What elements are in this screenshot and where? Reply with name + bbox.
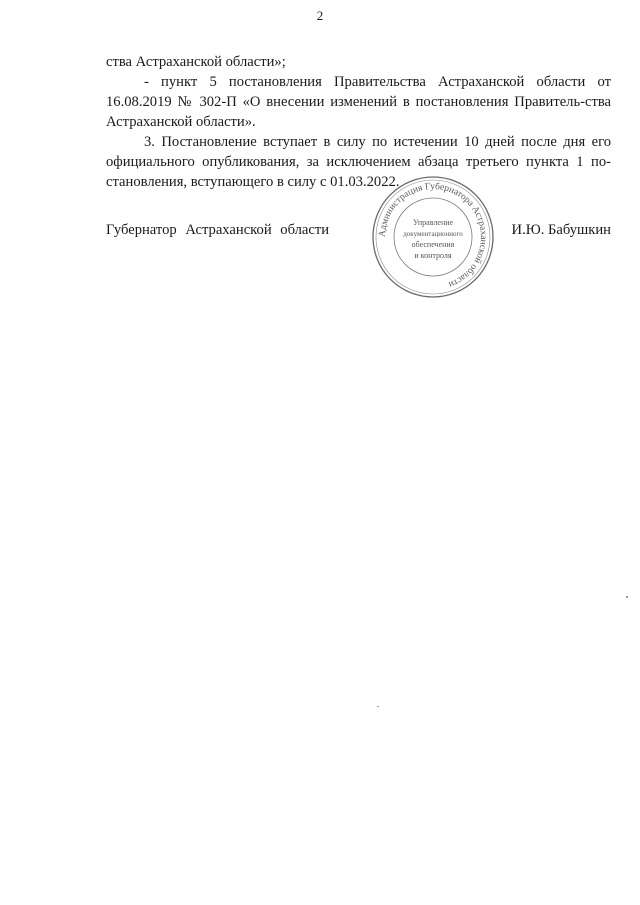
seal-center-line-3: обеспечения: [411, 240, 455, 249]
seal-center-line-1: Управление: [412, 218, 454, 227]
paragraph-item: - пункт 5 постановления Правительства Астраханской области от 16.08.2019 № 302-П «О внесении изменений в постановления Правитель-ства Астраханской области».: [106, 74, 611, 130]
seal-center-line-2: документационного: [403, 230, 463, 238]
signature-block: [106, 181, 611, 302]
seal-center-line-4: и контроля: [414, 251, 452, 260]
seal-ring-text: Администрация Губернатора Астраханской области: [377, 181, 489, 290]
scan-speck: [626, 596, 628, 598]
scan-speck: [377, 706, 379, 707]
signatory-name: И.Ю. Бабушкин: [511, 222, 611, 238]
paragraph-continuation: ства Астраханской области»;: [106, 54, 286, 70]
page-number: 2: [316, 8, 324, 23]
document-body: [106, 52, 611, 192]
signatory-title: Губернатор Астраханской области: [106, 222, 330, 238]
paragraph-clause-3: 3. Постановление вступает в силу по истечении 10 дней после дня его официального опубликования, за исключением абзаца третьего пункта 1 по-становления, вступающего в силу с 01.03.2022.: [106, 134, 611, 190]
official-seal: [370, 174, 496, 300]
